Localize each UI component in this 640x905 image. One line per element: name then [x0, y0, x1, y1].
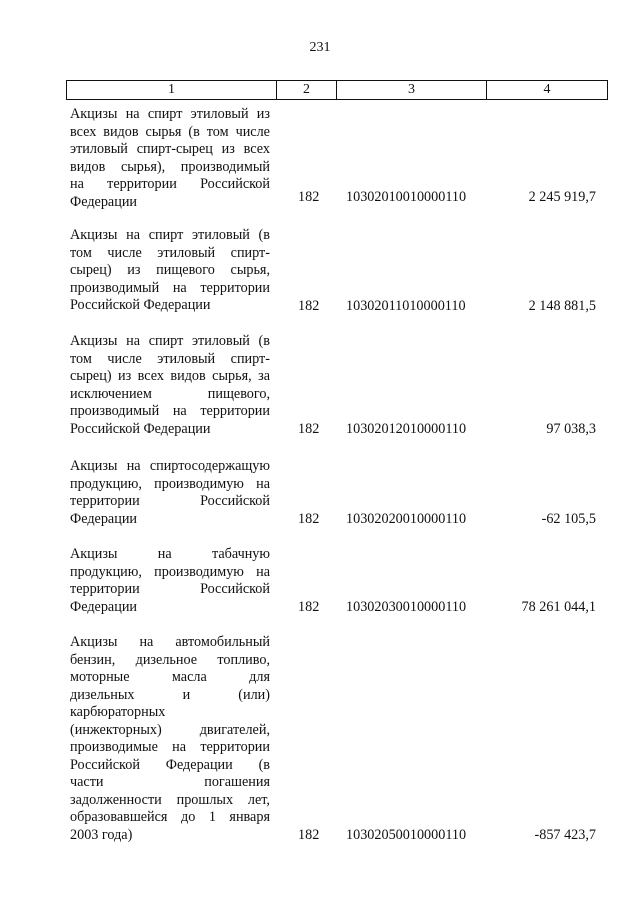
name-line: Акцизы на спирт этиловый (в [70, 333, 270, 349]
amount: 97 038,3 [546, 420, 596, 437]
table-row [66, 458, 608, 528]
name-line: 2003 года) [70, 826, 133, 843]
amount: -62 105,5 [541, 510, 596, 527]
admin-code: 182 [298, 598, 320, 615]
name-line: территории Российской [70, 493, 270, 509]
kbk-code: 10302030010000110 [346, 598, 467, 615]
name-line: производимый на территории [70, 279, 270, 296]
name-line: сырец) из всех видов сырья, за [70, 368, 270, 384]
name-line: образовавшейся до 1 января [70, 809, 270, 825]
name-line: продукцию, производимую на [70, 563, 270, 580]
row-name [70, 333, 270, 438]
header-cell-2: 2 [277, 81, 337, 99]
name-line: на территории Российской [70, 176, 270, 192]
kbk-code: 10302050010000110 [346, 826, 467, 843]
page-number: 231 [309, 40, 331, 55]
name-line: карбюраторных [70, 704, 166, 720]
table-row [66, 227, 608, 315]
header-cell-1: 1 [67, 81, 277, 99]
amount: 2 245 919,7 [528, 188, 596, 205]
name-line: (инжекторных) двигателей, [70, 721, 270, 738]
admin-code: 182 [298, 826, 320, 843]
admin-code: 182 [298, 297, 320, 314]
table-header [66, 80, 608, 100]
name-line: Российской Федерации (в [70, 756, 270, 773]
name-line: бензин, дизельное топливо, [70, 651, 270, 668]
name-line: Акцизы на спиртосодержащую [70, 458, 270, 474]
name-line: Акцизы на спирт этиловый (в [70, 227, 270, 243]
name-line: Федерации [70, 510, 138, 527]
row-name [70, 546, 270, 616]
name-line: Российской Федерации [70, 297, 211, 313]
table-row [66, 634, 608, 844]
name-line: том числе этиловый спирт- [70, 244, 270, 261]
table-row [66, 333, 608, 438]
name-line: Акцизы на табачную [70, 546, 270, 562]
name-line: дизельных и (или) [70, 686, 270, 703]
row-name [70, 458, 270, 528]
name-line: этиловый спирт-сырец из всех [70, 141, 270, 157]
header-cell-4: 4 [543, 82, 551, 97]
name-line: производимый на территории [70, 403, 270, 419]
name-line: исключением пищевого, [70, 385, 270, 402]
header-cell-3: 3 [337, 81, 487, 99]
amount: -857 423,7 [534, 826, 596, 843]
row-name [70, 634, 270, 844]
table-row [66, 106, 608, 210]
admin-code: 182 [298, 188, 320, 205]
kbk-code: 10302011010000110 [346, 297, 466, 314]
row-name [70, 227, 270, 315]
admin-code: 182 [298, 510, 320, 527]
amount: 2 148 881,5 [528, 297, 596, 314]
name-line: сырец) из пищевого сырья, [70, 262, 270, 278]
name-line: части погашения [70, 774, 270, 790]
table-row [66, 546, 608, 616]
name-line: территории Российской [70, 581, 270, 597]
name-line: моторные масла для [70, 669, 270, 685]
name-line: производимые на территории [70, 739, 270, 755]
name-line: всех видов сырья (в том числе [70, 123, 270, 140]
name-line: Акцизы на автомобильный [70, 634, 270, 650]
name-line: Российской Федерации [70, 420, 211, 437]
kbk-code: 10302020010000110 [346, 510, 467, 527]
name-line: Акцизы на спирт этиловый из [70, 106, 270, 122]
name-line: Федерации [70, 598, 138, 615]
name-line: продукцию, производимую на [70, 475, 270, 492]
name-line: задолженности прошлых лет, [70, 791, 270, 808]
amount: 78 261 044,1 [521, 598, 596, 615]
kbk-code: 10302012010000110 [346, 420, 467, 437]
name-line: Федерации [70, 193, 138, 210]
admin-code: 182 [298, 420, 320, 437]
row-name [70, 106, 270, 211]
kbk-code: 10302010010000110 [346, 188, 467, 205]
name-line: том числе этиловый спирт- [70, 350, 270, 367]
name-line: видов сырья), производимый [70, 158, 270, 175]
